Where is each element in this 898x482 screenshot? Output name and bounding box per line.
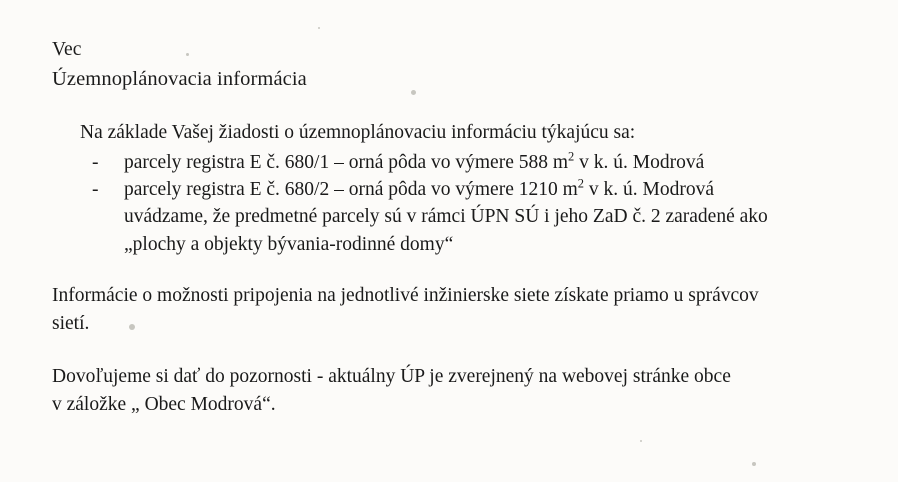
subject-label: Vec xyxy=(52,39,82,60)
parcel-text-1-suffix: v k. ú. Modrová xyxy=(574,151,705,173)
utilities-paragraph xyxy=(52,282,862,337)
document-body xyxy=(52,40,862,441)
area-unit-exponent: 2 xyxy=(577,176,585,191)
utilities-line-1: Informácie o možnosti pripojenia na jednotlivé inžinierske siete získate priamo u správcov xyxy=(52,284,759,306)
parcel-text-2: parcely registra E č. 680/2 – orná pôda vo výmere 1210 m xyxy=(124,178,578,200)
area-unit-exponent: 2 xyxy=(568,149,575,164)
continuation-sentence: uvádzame, že predmetné parcely sú v rámci ÚPN SÚ i jeho ZaD č. 2 zaradené ako xyxy=(124,206,768,228)
list-item xyxy=(92,176,862,203)
list-item xyxy=(92,149,862,176)
notice-line-2: v záložke „ Obec Modrová“. xyxy=(52,393,276,415)
zoning-quote: „plochy a objekty bývania-rodinné domy“ xyxy=(124,233,454,255)
list-dash: - xyxy=(92,151,99,173)
parcel-text-1: parcely registra E č. 680/1 – orná pôda vo výmere 588 m xyxy=(124,151,569,173)
list-dash: - xyxy=(92,178,99,200)
scan-speck xyxy=(752,462,756,466)
notice-paragraph xyxy=(52,363,862,418)
notice-line-1: Dovoľujeme si dať do pozornosti - aktuálny ÚP je zverejnený na webovej stránke obce xyxy=(52,366,731,388)
intro-sentence: Na základe Vašej žiadosti o územnoplánovaciu informáciu týkajúcu sa: xyxy=(80,122,636,143)
scan-speck xyxy=(318,27,320,29)
subject-title: Územnoplánovacia informácia xyxy=(52,67,307,90)
request-block xyxy=(52,119,862,258)
utilities-line-2: sietí. xyxy=(52,312,90,334)
parcel-list xyxy=(52,149,862,204)
parcel-text-2-suffix: v k. ú. Modrová xyxy=(584,178,715,200)
